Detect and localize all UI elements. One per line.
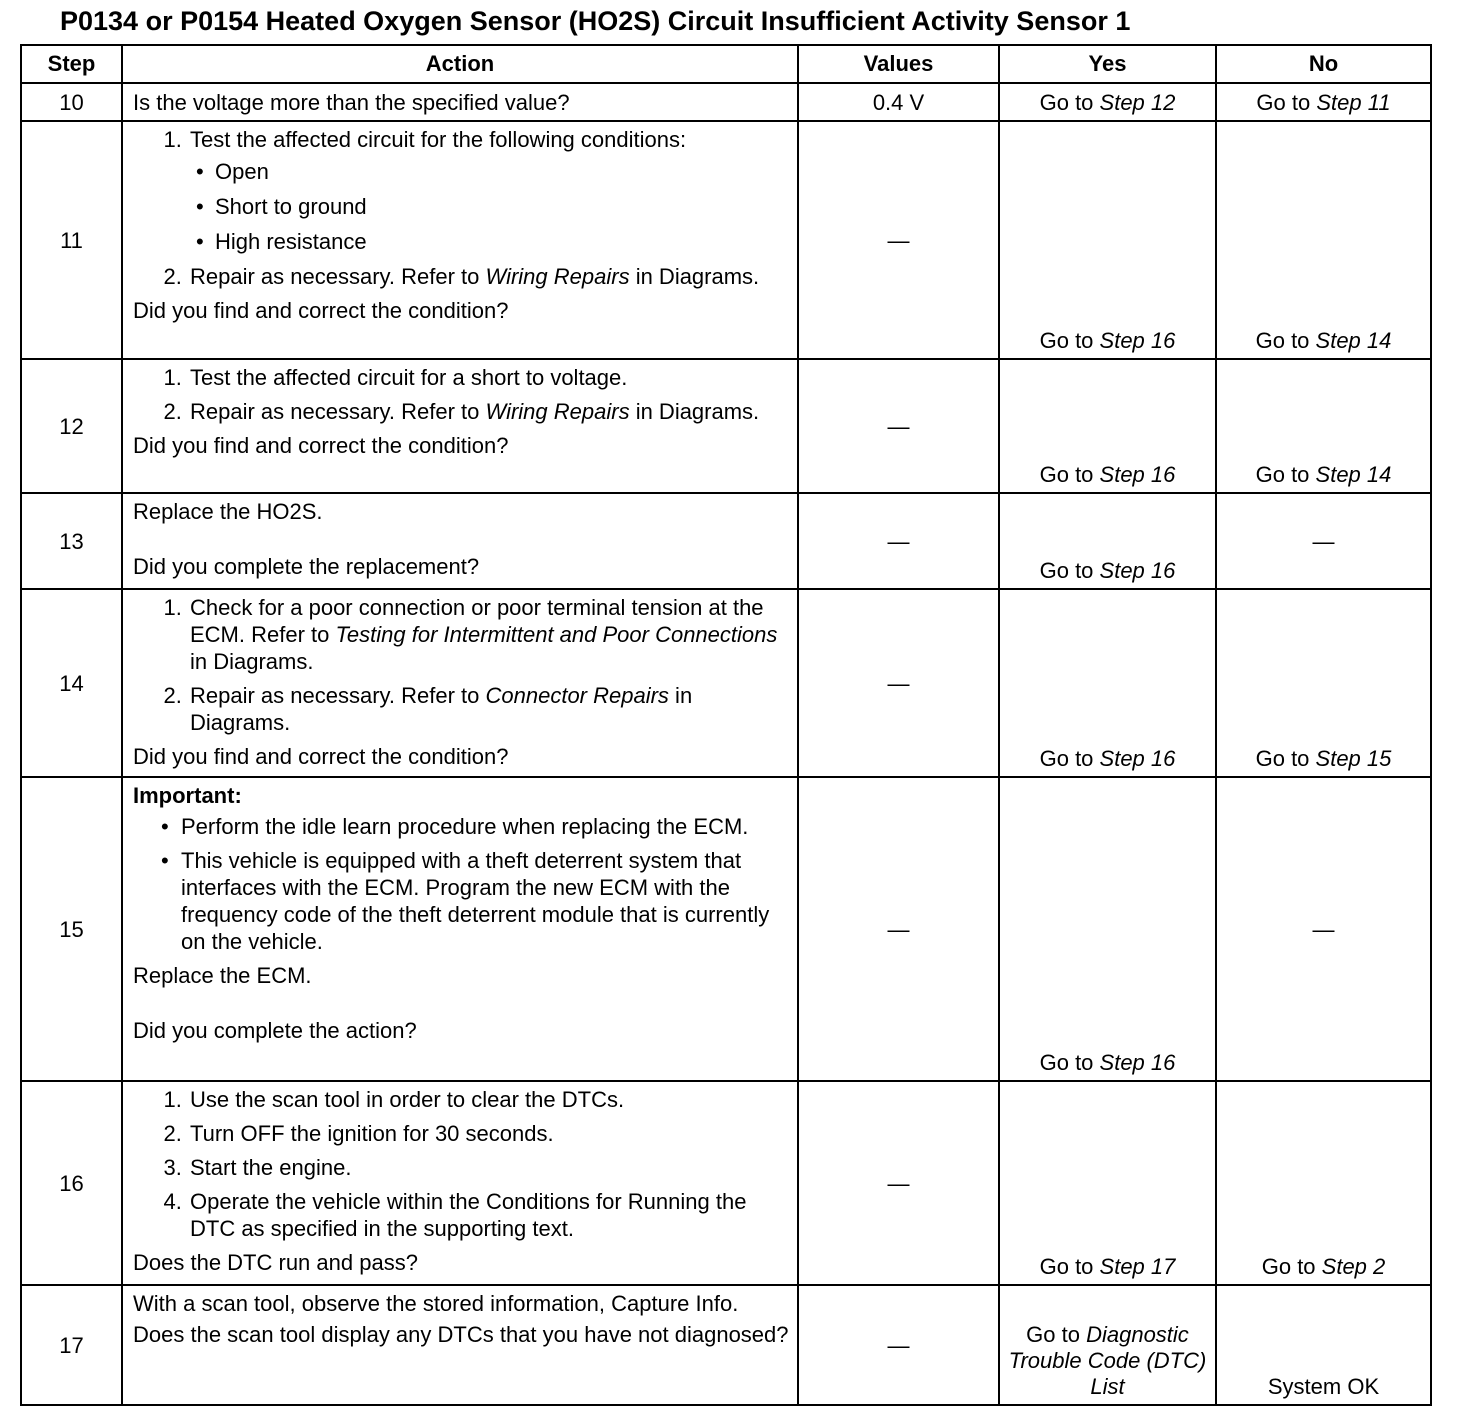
- yes-cell: [999, 121, 1216, 359]
- yes-step-link: Step 16: [1099, 462, 1176, 487]
- action-step: [188, 263, 791, 290]
- no-cell: [1216, 359, 1431, 493]
- yes-prefix: Go to: [1039, 746, 1100, 771]
- no-step-link: Step 15: [1315, 746, 1392, 771]
- action-text: Replace the HO2S.: [133, 499, 323, 524]
- action-text: in Diagrams.: [190, 683, 693, 735]
- action-text: With a scan tool, observe the stored information, Capture Info.: [133, 1291, 739, 1316]
- reference-link: Wiring Repairs: [485, 399, 630, 424]
- important-note: • Perform the idle learn procedure when replacing the ECM.: [181, 813, 791, 840]
- action-step: [188, 594, 791, 675]
- step-number: 17: [21, 1285, 122, 1405]
- table-row: [21, 359, 1431, 493]
- action-text: Repair as necessary. Refer to: [190, 399, 486, 424]
- table-row: [21, 1081, 1431, 1285]
- action-question: Did you complete the replacement?: [133, 554, 480, 579]
- action-cell: [122, 121, 798, 359]
- condition-item: • Short to ground: [213, 193, 791, 220]
- action-question: Did you find and correct the condition?: [133, 744, 509, 769]
- condition-item: • Open: [213, 158, 791, 185]
- no-step-link: Step 11: [1316, 89, 1391, 115]
- values-cell: —: [798, 589, 999, 777]
- yes-prefix: Go to: [1026, 1322, 1087, 1347]
- values-cell: —: [798, 493, 999, 589]
- yes-cell: [999, 1285, 1216, 1405]
- yes-dtc-list-link: Diagnostic Trouble Code (DTC) List: [1008, 1322, 1207, 1399]
- no-cell: System OK: [1216, 1285, 1431, 1405]
- header-yes: Yes: [999, 45, 1216, 83]
- no-prefix: Go to: [1255, 462, 1316, 487]
- yes-step-link: Step 17: [1099, 1254, 1176, 1279]
- action-cell: [122, 359, 798, 493]
- yes-prefix: Go to: [1039, 462, 1100, 487]
- header-step: Step: [21, 45, 122, 83]
- no-cell: [1216, 589, 1431, 777]
- values-cell: —: [798, 1081, 999, 1285]
- no-step-link: Step 14: [1315, 462, 1392, 487]
- no-step-link: Step 2: [1321, 1254, 1386, 1279]
- yes-step-link: Step 16: [1099, 328, 1176, 353]
- action-steps: [133, 126, 791, 290]
- step-number: 10: [21, 83, 122, 121]
- yes-prefix: Go to: [1039, 1254, 1100, 1279]
- table-row: [21, 493, 1431, 589]
- yes-prefix: Go to: [1039, 558, 1100, 583]
- action-text: Repair as necessary. Refer to: [190, 264, 486, 289]
- yes-prefix: Go to: [1039, 328, 1100, 353]
- important-label: Important:: [133, 783, 242, 808]
- action-cell: [122, 1081, 798, 1285]
- action-step: 2. Turn OFF the ignition for 30 seconds.: [188, 1120, 791, 1147]
- action-text: in Diagrams.: [629, 399, 760, 424]
- action-steps: [133, 1086, 791, 1242]
- table-row: [21, 83, 1431, 121]
- yes-cell: [999, 589, 1216, 777]
- step-number: 12: [21, 359, 122, 493]
- values-cell: —: [798, 121, 999, 359]
- no-prefix: Go to: [1255, 746, 1316, 771]
- action-text: Check for a poor connection or poor terminal tension at the ECM. Refer to: [190, 595, 764, 647]
- step-number: 15: [21, 777, 122, 1081]
- action-text: in Diagrams.: [190, 649, 314, 674]
- yes-cell: [999, 1081, 1216, 1285]
- header-row: [21, 45, 1431, 83]
- yes-step-link: Step 16: [1099, 1050, 1176, 1075]
- no-cell: —: [1216, 777, 1431, 1081]
- no-step-link: Step 14: [1315, 328, 1392, 353]
- action-step: [188, 398, 791, 425]
- table-row: [21, 777, 1431, 1081]
- action-step: 1. Use the scan tool in order to clear the DTCs.: [188, 1086, 791, 1113]
- action-text: Repair as necessary. Refer to: [190, 683, 486, 708]
- table-row: [21, 121, 1431, 359]
- action-step-text: Test the affected circuit for the following conditions:: [190, 127, 687, 152]
- yes-step-link: Step 16: [1099, 746, 1176, 771]
- reference-link: Wiring Repairs: [485, 264, 630, 289]
- step-number: 16: [21, 1081, 122, 1285]
- no-prefix: Go to: [1256, 89, 1317, 115]
- yes-cell: [999, 777, 1216, 1081]
- condition-list: [190, 158, 791, 255]
- action-question: Did you find and correct the condition?: [133, 298, 509, 323]
- no-cell: [1216, 83, 1431, 121]
- yes-prefix: Go to: [1039, 1050, 1100, 1075]
- step-number: 14: [21, 589, 122, 777]
- action-question: Does the DTC run and pass?: [133, 1250, 418, 1275]
- no-cell: [1216, 1081, 1431, 1285]
- action-cell: [122, 493, 798, 589]
- condition-item: • High resistance: [213, 228, 791, 255]
- yes-prefix: Go to: [1039, 89, 1100, 115]
- action-question: Did you find and correct the condition?: [133, 433, 509, 458]
- action-question: Does the scan tool display any DTCs that you have not diagnosed?: [133, 1322, 789, 1347]
- reference-link: Connector Repairs: [485, 683, 669, 708]
- step-number: 11: [21, 121, 122, 359]
- action-step: 1. Test the affected circuit for a short to voltage.: [188, 364, 791, 391]
- action-steps: [133, 364, 791, 425]
- yes-cell: [999, 493, 1216, 589]
- page-title: P0134 or P0154 Heated Oxygen Sensor (HO2S) Circuit Insufficient Activity Sensor 1: [60, 6, 1131, 36]
- no-prefix: Go to: [1255, 328, 1316, 353]
- action-cell: [122, 589, 798, 777]
- action-step: 4. Operate the vehicle within the Conditions for Running the DTC as specified in the supporting text.: [188, 1188, 791, 1242]
- reference-link: Testing for Intermittent and Poor Connections: [335, 622, 778, 647]
- header-no: No: [1216, 45, 1431, 83]
- no-prefix: Go to: [1261, 1254, 1322, 1279]
- yes-cell: [999, 83, 1216, 121]
- yes-cell: [999, 359, 1216, 493]
- action-text: in Diagrams.: [629, 264, 760, 289]
- action-cell: [122, 1285, 798, 1405]
- values-cell: —: [798, 777, 999, 1081]
- header-values: Values: [798, 45, 999, 83]
- no-cell: [1216, 121, 1431, 359]
- action-question: Did you complete the action?: [133, 1018, 417, 1043]
- table-row: [21, 589, 1431, 777]
- important-note: • This vehicle is equipped with a theft deterrent system that interfaces with the ECM. Program the new ECM with the frequency code of the theft deterrent module that is currently on the vehicle.: [181, 847, 791, 955]
- important-notes: [133, 813, 791, 955]
- action-step: [188, 682, 791, 736]
- diagnostic-table: [20, 44, 1432, 1406]
- action-cell: [122, 777, 798, 1081]
- step-number: 13: [21, 493, 122, 589]
- no-cell: —: [1216, 493, 1431, 589]
- header-action: Action: [122, 45, 798, 83]
- yes-step-link: Step 12: [1099, 89, 1176, 115]
- action-steps: [133, 594, 791, 736]
- action-text: Replace the ECM.: [133, 963, 312, 988]
- action-step: 3. Start the engine.: [188, 1154, 791, 1181]
- action-step: [188, 126, 791, 255]
- yes-step-link: Step 16: [1099, 558, 1176, 583]
- values-cell: —: [798, 359, 999, 493]
- values-cell: —: [798, 1285, 999, 1405]
- table-row: [21, 1285, 1431, 1405]
- action-question: Is the voltage more than the specified value?: [133, 89, 570, 115]
- action-cell: [122, 83, 798, 121]
- values-cell: 0.4 V: [798, 83, 999, 121]
